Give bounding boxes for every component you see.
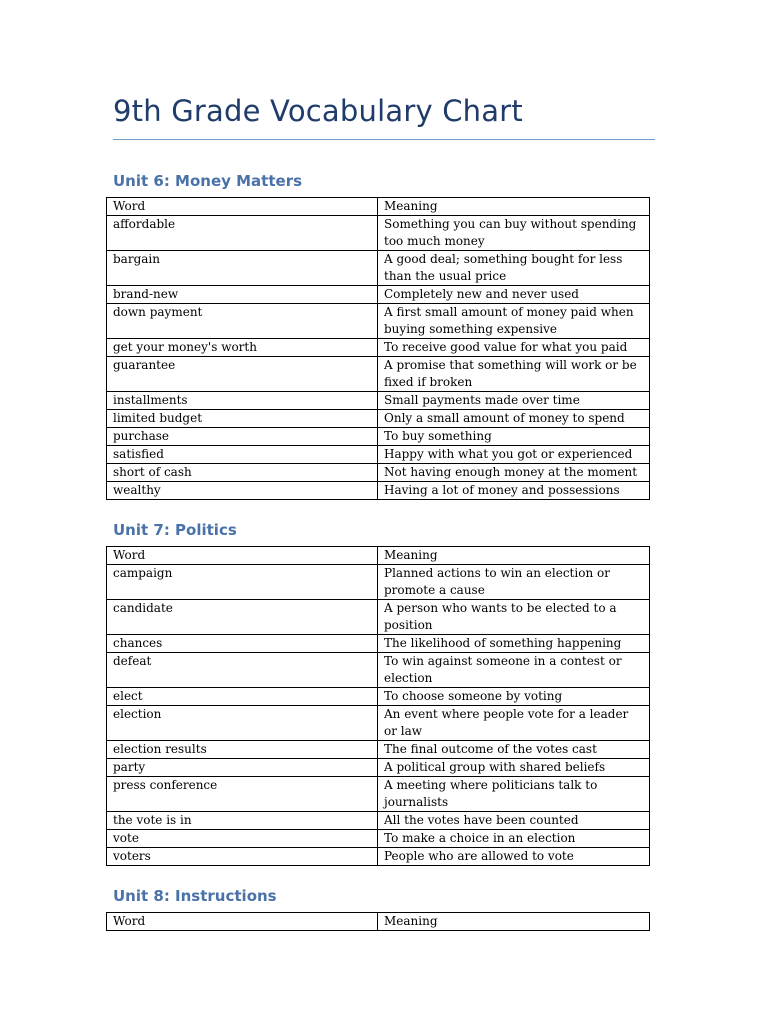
table-row xyxy=(107,392,650,410)
word-cell: voters xyxy=(107,848,378,866)
meaning-cell: A meeting where politicians talk to journalists xyxy=(378,777,650,812)
meaning-cell: Only a small amount of money to spend xyxy=(378,410,650,428)
table-row xyxy=(107,216,650,251)
meaning-cell: Happy with what you got or experienced xyxy=(378,446,650,464)
word-cell: affordable xyxy=(107,216,378,251)
meaning-cell: Small payments made over time xyxy=(378,392,650,410)
word-cell: party xyxy=(107,759,378,777)
table-header-row xyxy=(107,913,650,931)
table-row xyxy=(107,251,650,286)
meaning-cell: Planned actions to win an election or promote a cause xyxy=(378,565,650,600)
table-row xyxy=(107,339,650,357)
word-cell: vote xyxy=(107,830,378,848)
meaning-cell: A person who wants to be elected to a position xyxy=(378,600,650,635)
table-row xyxy=(107,812,650,830)
meaning-cell: To win against someone in a contest or election xyxy=(378,653,650,688)
meaning-cell: A good deal; something bought for less than the usual price xyxy=(378,251,650,286)
title-underline xyxy=(113,139,655,140)
meaning-cell: To receive good value for what you paid xyxy=(378,339,650,357)
table-row xyxy=(107,446,650,464)
column-header-meaning: Meaning xyxy=(378,547,650,565)
word-cell: brand-new xyxy=(107,286,378,304)
unit-6-heading: Unit 6: Money Matters xyxy=(113,172,303,190)
table-row xyxy=(107,741,650,759)
table-row xyxy=(107,777,650,812)
word-cell: down payment xyxy=(107,304,378,339)
table-row xyxy=(107,759,650,777)
meaning-cell: Completely new and never used xyxy=(378,286,650,304)
column-header-meaning: Meaning xyxy=(378,198,650,216)
word-cell: press conference xyxy=(107,777,378,812)
unit-7-heading: Unit 7: Politics xyxy=(113,521,237,539)
column-header-word: Word xyxy=(107,913,378,931)
table-header-row xyxy=(107,547,650,565)
word-cell: purchase xyxy=(107,428,378,446)
word-cell: limited budget xyxy=(107,410,378,428)
table-row xyxy=(107,428,650,446)
column-header-word: Word xyxy=(107,198,378,216)
meaning-cell: To make a choice in an election xyxy=(378,830,650,848)
word-cell: election results xyxy=(107,741,378,759)
column-header-word: Word xyxy=(107,547,378,565)
table-row xyxy=(107,304,650,339)
table-row xyxy=(107,482,650,500)
meaning-cell: All the votes have been counted xyxy=(378,812,650,830)
meaning-cell: The final outcome of the votes cast xyxy=(378,741,650,759)
table-row xyxy=(107,653,650,688)
column-header-meaning: Meaning xyxy=(378,913,650,931)
word-cell: candidate xyxy=(107,600,378,635)
word-cell: satisfied xyxy=(107,446,378,464)
meaning-cell: A political group with shared beliefs xyxy=(378,759,650,777)
word-cell: the vote is in xyxy=(107,812,378,830)
table-row xyxy=(107,410,650,428)
meaning-cell: To buy something xyxy=(378,428,650,446)
table-header-row xyxy=(107,198,650,216)
table-row xyxy=(107,286,650,304)
table-row xyxy=(107,565,650,600)
document-title: 9th Grade Vocabulary Chart xyxy=(113,94,523,128)
table-row xyxy=(107,600,650,635)
table-row xyxy=(107,706,650,741)
meaning-cell: An event where people vote for a leader or law xyxy=(378,706,650,741)
unit-7-table xyxy=(106,546,650,866)
word-cell: wealthy xyxy=(107,482,378,500)
table-row xyxy=(107,688,650,706)
table-row xyxy=(107,830,650,848)
word-cell: short of cash xyxy=(107,464,378,482)
unit-8-table xyxy=(106,912,650,931)
word-cell: get your money's worth xyxy=(107,339,378,357)
word-cell: guarantee xyxy=(107,357,378,392)
table-row xyxy=(107,848,650,866)
word-cell: installments xyxy=(107,392,378,410)
meaning-cell: A first small amount of money paid when buying something expensive xyxy=(378,304,650,339)
meaning-cell: People who are allowed to vote xyxy=(378,848,650,866)
unit-6-table xyxy=(106,197,650,500)
meaning-cell: Not having enough money at the moment xyxy=(378,464,650,482)
table-row xyxy=(107,357,650,392)
word-cell: elect xyxy=(107,688,378,706)
word-cell: defeat xyxy=(107,653,378,688)
table-row xyxy=(107,464,650,482)
meaning-cell: The likelihood of something happening xyxy=(378,635,650,653)
word-cell: campaign xyxy=(107,565,378,600)
word-cell: bargain xyxy=(107,251,378,286)
meaning-cell: Something you can buy without spending too much money xyxy=(378,216,650,251)
meaning-cell: To choose someone by voting xyxy=(378,688,650,706)
meaning-cell: A promise that something will work or be fixed if broken xyxy=(378,357,650,392)
word-cell: chances xyxy=(107,635,378,653)
unit-8-heading: Unit 8: Instructions xyxy=(113,887,277,905)
table-row xyxy=(107,635,650,653)
word-cell: election xyxy=(107,706,378,741)
meaning-cell: Having a lot of money and possessions xyxy=(378,482,650,500)
